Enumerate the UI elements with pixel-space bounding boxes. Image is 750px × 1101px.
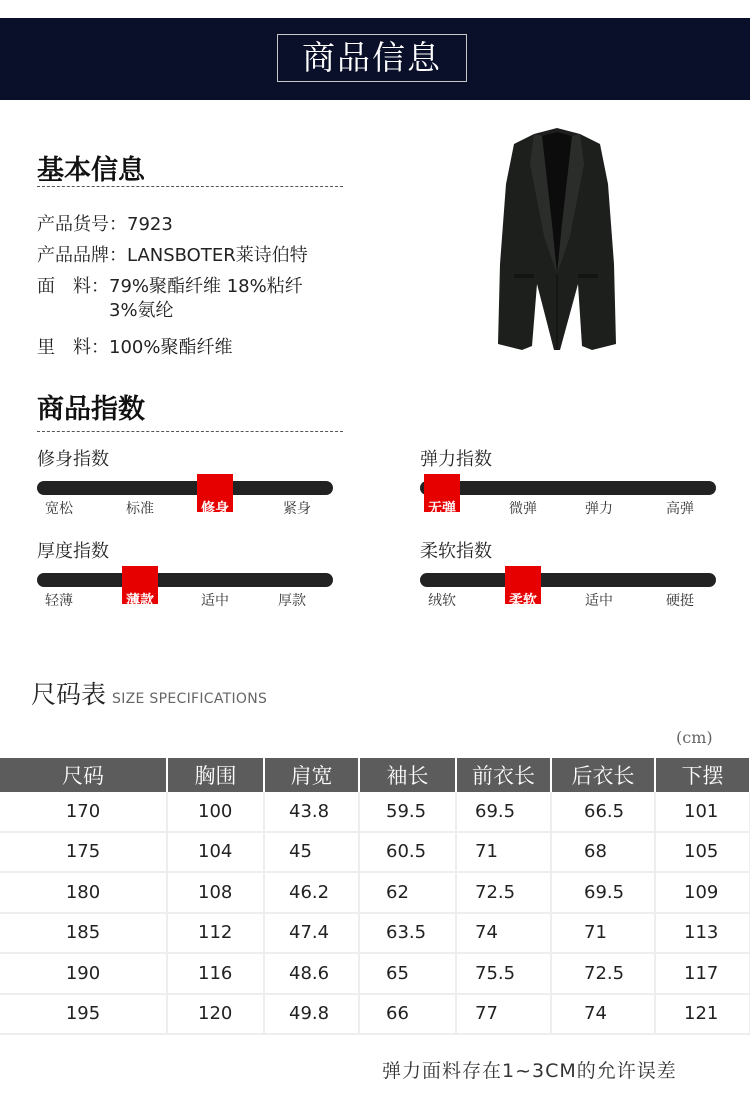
index-elasticity bbox=[420, 445, 720, 520]
info-row-brand: 产品品牌：LANSBOTER莱诗伯特 bbox=[37, 245, 308, 266]
index-label: 宽松 bbox=[45, 501, 73, 517]
table-cell: 190 bbox=[0, 953, 167, 994]
table-row bbox=[0, 792, 750, 832]
index-name: 弹力指数 bbox=[420, 449, 492, 470]
column-header: 尺码 bbox=[0, 758, 167, 792]
jacket-image bbox=[482, 124, 632, 356]
table-cell: 120 bbox=[167, 994, 264, 1035]
table-row bbox=[0, 953, 750, 994]
index-thickness bbox=[37, 537, 337, 612]
table-cell: 49.8 bbox=[264, 994, 359, 1035]
table-cell: 66 bbox=[359, 994, 456, 1035]
column-header: 袖长 bbox=[359, 758, 456, 792]
index-label: 适中 bbox=[585, 593, 613, 609]
table-cell: 45 bbox=[264, 832, 359, 873]
index-label-selected: 无弹 bbox=[428, 501, 456, 517]
index-label: 标准 bbox=[126, 501, 154, 517]
table-cell: 72.5 bbox=[456, 872, 551, 913]
table-cell: 100 bbox=[167, 792, 264, 832]
table-cell: 62 bbox=[359, 872, 456, 913]
index-bar bbox=[420, 573, 716, 587]
table-cell: 47.4 bbox=[264, 913, 359, 954]
index-label: 适中 bbox=[201, 593, 229, 609]
table-row bbox=[0, 913, 750, 954]
column-header: 下摆 bbox=[655, 758, 750, 792]
header-band bbox=[0, 18, 750, 100]
product-index-title: 商品指数 bbox=[37, 394, 145, 425]
table-header-row bbox=[0, 758, 750, 792]
table-cell: 104 bbox=[167, 832, 264, 873]
table-cell: 71 bbox=[456, 832, 551, 873]
divider bbox=[37, 431, 343, 432]
table-cell: 65 bbox=[359, 953, 456, 994]
index-bar bbox=[37, 573, 333, 587]
table-cell: 113 bbox=[655, 913, 750, 954]
column-header: 前衣长 bbox=[456, 758, 551, 792]
index-label: 绒软 bbox=[428, 593, 456, 609]
index-label-selected: 柔软 bbox=[509, 593, 537, 609]
basic-info-title: 基本信息 bbox=[37, 155, 145, 186]
table-cell: 48.6 bbox=[264, 953, 359, 994]
index-fit bbox=[37, 445, 337, 520]
info-row-code: 产品货号：7923 bbox=[37, 214, 173, 235]
table-cell: 63.5 bbox=[359, 913, 456, 954]
table-cell: 180 bbox=[0, 872, 167, 913]
size-table bbox=[0, 758, 750, 1035]
table-cell: 72.5 bbox=[551, 953, 655, 994]
column-header: 后衣长 bbox=[551, 758, 655, 792]
table-cell: 69.5 bbox=[551, 872, 655, 913]
table-cell: 74 bbox=[551, 994, 655, 1035]
table-cell: 170 bbox=[0, 792, 167, 832]
index-label-selected: 修身 bbox=[201, 501, 229, 517]
table-row bbox=[0, 994, 750, 1035]
table-cell: 69.5 bbox=[456, 792, 551, 832]
index-label: 厚款 bbox=[278, 593, 306, 609]
table-cell: 117 bbox=[655, 953, 750, 994]
index-bar bbox=[420, 481, 716, 495]
size-title-en: SIZE SPECIFICATIONS bbox=[112, 691, 268, 707]
index-name: 厚度指数 bbox=[37, 541, 109, 562]
table-cell: 68 bbox=[551, 832, 655, 873]
index-label-selected: 薄款 bbox=[126, 593, 154, 609]
table-cell: 77 bbox=[456, 994, 551, 1035]
size-title-cn: 尺码表 bbox=[31, 680, 107, 709]
table-cell: 74 bbox=[456, 913, 551, 954]
table-cell: 71 bbox=[551, 913, 655, 954]
index-label: 微弹 bbox=[509, 501, 537, 517]
index-softness bbox=[420, 537, 720, 612]
table-cell: 105 bbox=[655, 832, 750, 873]
table-cell: 75.5 bbox=[456, 953, 551, 994]
divider bbox=[37, 186, 343, 187]
index-label: 高弹 bbox=[666, 501, 694, 517]
table-cell: 108 bbox=[167, 872, 264, 913]
info-row-fabric-cont: 3%氨纶 bbox=[37, 300, 174, 321]
table-cell: 66.5 bbox=[551, 792, 655, 832]
info-row-fabric: 面 料：79%聚酯纤维 18%粘纤 bbox=[37, 276, 303, 297]
table-cell: 116 bbox=[167, 953, 264, 994]
table-cell: 185 bbox=[0, 913, 167, 954]
table-cell: 101 bbox=[655, 792, 750, 832]
table-cell: 175 bbox=[0, 832, 167, 873]
index-label: 硬挺 bbox=[666, 593, 694, 609]
table-cell: 112 bbox=[167, 913, 264, 954]
table-cell: 46.2 bbox=[264, 872, 359, 913]
index-name: 柔软指数 bbox=[420, 541, 492, 562]
footnote: 弹力面料存在1~3CM的允许误差 bbox=[382, 1060, 677, 1082]
index-label: 弹力 bbox=[585, 501, 613, 517]
table-cell: 109 bbox=[655, 872, 750, 913]
index-label: 轻薄 bbox=[45, 593, 73, 609]
table-cell: 195 bbox=[0, 994, 167, 1035]
table-row bbox=[0, 872, 750, 913]
info-row-lining: 里 料：100%聚酯纤维 bbox=[37, 337, 233, 358]
column-header: 胸围 bbox=[167, 758, 264, 792]
size-table-heading bbox=[31, 675, 267, 711]
table-cell: 43.8 bbox=[264, 792, 359, 832]
unit-label: (cm) bbox=[676, 728, 713, 747]
column-header: 肩宽 bbox=[264, 758, 359, 792]
table-cell: 121 bbox=[655, 994, 750, 1035]
index-label: 紧身 bbox=[283, 501, 311, 517]
table-cell: 60.5 bbox=[359, 832, 456, 873]
page-title: 商品信息 bbox=[277, 34, 467, 82]
table-cell: 59.5 bbox=[359, 792, 456, 832]
table-row bbox=[0, 832, 750, 873]
index-bar bbox=[37, 481, 333, 495]
index-name: 修身指数 bbox=[37, 449, 109, 470]
